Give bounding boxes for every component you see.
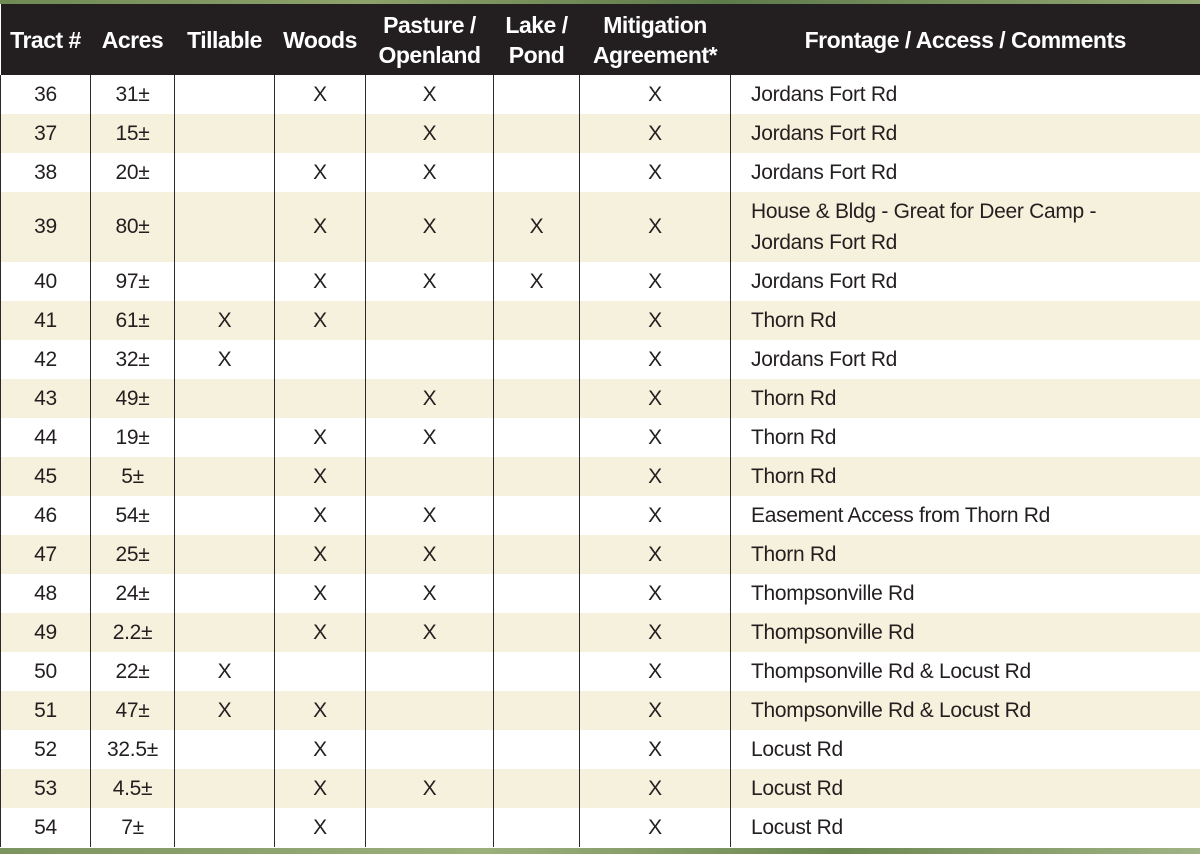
woods-cell: X: [275, 496, 366, 535]
header-tract: Tract #: [1, 4, 91, 75]
acres-cell: 49±: [91, 379, 175, 418]
header-woods: Woods: [275, 4, 366, 75]
table-body: [1, 75, 1200, 847]
tillable-cell: [175, 457, 275, 496]
lake-cell: [494, 496, 580, 535]
woods-cell: [275, 379, 366, 418]
comment-cell: [731, 691, 1200, 730]
comment-cell: [731, 769, 1200, 808]
comment-cell: [731, 574, 1200, 613]
tract-cell: 37: [1, 114, 91, 153]
comment-cell: [731, 114, 1200, 153]
comment-cell: [731, 340, 1200, 379]
pasture-cell: X: [366, 418, 494, 457]
comment-cell: [731, 535, 1200, 574]
mitigation-cell: X: [580, 574, 731, 613]
bottom-decorative-strip: [0, 848, 1200, 854]
tract-cell: 40: [1, 262, 91, 301]
tillable-cell: [175, 75, 275, 114]
comment-line: House & Bldg - Great for Deer Camp -: [751, 200, 1097, 223]
tillable-cell: X: [175, 652, 275, 691]
lake-cell: [494, 769, 580, 808]
lake-cell: [494, 114, 580, 153]
woods-cell: X: [275, 535, 366, 574]
comment-line: Easement Access from Thorn Rd: [751, 504, 1051, 527]
pasture-cell: X: [366, 496, 494, 535]
lake-cell: [494, 75, 580, 114]
comment-cell: [731, 730, 1200, 769]
woods-cell: [275, 114, 366, 153]
tillable-cell: X: [175, 340, 275, 379]
woods-cell: X: [275, 769, 366, 808]
comment-line: Jordans Fort Rd: [751, 83, 898, 106]
lake-cell: [494, 379, 580, 418]
woods-cell: X: [275, 574, 366, 613]
pasture-cell: X: [366, 153, 494, 192]
lake-cell: [494, 340, 580, 379]
tract-cell: 46: [1, 496, 91, 535]
header-tillable: Tillable: [175, 4, 275, 75]
comment-cell: [731, 418, 1200, 457]
tillable-cell: [175, 262, 275, 301]
pasture-cell: X: [366, 75, 494, 114]
tract-cell: 54: [1, 808, 91, 847]
tillable-cell: X: [175, 691, 275, 730]
comment-line: Jordans Fort Rd: [751, 122, 898, 145]
tillable-cell: [175, 379, 275, 418]
pasture-cell: X: [366, 535, 494, 574]
table-row: [1, 153, 1200, 192]
comment-cell: [731, 262, 1200, 301]
lake-cell: [494, 535, 580, 574]
comment-line: Jordans Fort Rd: [751, 348, 898, 371]
tillable-cell: [175, 535, 275, 574]
comment-cell: [731, 153, 1200, 192]
table-row: [1, 574, 1200, 613]
mitigation-cell: X: [580, 192, 731, 262]
table-row: [1, 652, 1200, 691]
pasture-cell: [366, 301, 494, 340]
mitigation-cell: X: [580, 652, 731, 691]
comment-line: Thorn Rd: [751, 543, 837, 566]
pasture-cell: X: [366, 192, 494, 262]
table-row: [1, 114, 1200, 153]
lake-cell: [494, 418, 580, 457]
mitigation-cell: X: [580, 691, 731, 730]
tract-table: [0, 4, 1200, 847]
comment-line: Jordans Fort Rd: [751, 161, 898, 184]
lake-cell: X: [494, 192, 580, 262]
tract-cell: 45: [1, 457, 91, 496]
tract-cell: 47: [1, 535, 91, 574]
acres-cell: 24±: [91, 574, 175, 613]
tract-cell: 42: [1, 340, 91, 379]
tract-cell: 41: [1, 301, 91, 340]
comment-line: Thompsonville Rd & Locust Rd: [751, 660, 1031, 683]
tillable-cell: [175, 418, 275, 457]
comment-cell: [731, 75, 1200, 114]
mitigation-cell: X: [580, 340, 731, 379]
header-acres: Acres: [91, 4, 175, 75]
mitigation-cell: X: [580, 613, 731, 652]
header-lake-pond: Lake / Pond: [494, 4, 580, 75]
lake-cell: [494, 301, 580, 340]
header-pasture-openland: Pasture / Openland: [366, 4, 494, 75]
pasture-cell: X: [366, 114, 494, 153]
tract-cell: 48: [1, 574, 91, 613]
lake-cell: [494, 613, 580, 652]
tract-cell: 36: [1, 75, 91, 114]
tract-cell: 39: [1, 192, 91, 262]
mitigation-cell: X: [580, 75, 731, 114]
acres-cell: 97±: [91, 262, 175, 301]
acres-cell: 20±: [91, 153, 175, 192]
mitigation-cell: X: [580, 457, 731, 496]
lake-cell: [494, 730, 580, 769]
comment-line: Thorn Rd: [751, 465, 837, 488]
mitigation-cell: X: [580, 535, 731, 574]
table-row: [1, 75, 1200, 114]
tract-cell: 53: [1, 769, 91, 808]
tillable-cell: [175, 574, 275, 613]
tillable-cell: [175, 808, 275, 847]
comment-line: Jordans Fort Rd: [751, 270, 898, 293]
table-row: [1, 418, 1200, 457]
tract-cell: 44: [1, 418, 91, 457]
pasture-cell: [366, 652, 494, 691]
woods-cell: X: [275, 613, 366, 652]
comment-line: Thorn Rd: [751, 426, 837, 449]
acres-cell: 19±: [91, 418, 175, 457]
tillable-cell: [175, 730, 275, 769]
tract-cell: 43: [1, 379, 91, 418]
comment-line: Thompsonville Rd: [751, 582, 915, 605]
comment-cell: [731, 301, 1200, 340]
tillable-cell: [175, 153, 275, 192]
comment-cell: [731, 192, 1200, 262]
comment-cell: [731, 457, 1200, 496]
tillable-cell: [175, 192, 275, 262]
lake-cell: [494, 574, 580, 613]
table-row: [1, 496, 1200, 535]
woods-cell: X: [275, 153, 366, 192]
header-frontage-access-comments: Frontage / Access / Comments: [731, 4, 1200, 75]
lake-cell: [494, 808, 580, 847]
comment-cell: [731, 652, 1200, 691]
mitigation-cell: X: [580, 301, 731, 340]
comment-line: Locust Rd: [751, 816, 843, 839]
pasture-cell: X: [366, 769, 494, 808]
woods-cell: X: [275, 418, 366, 457]
mitigation-cell: X: [580, 418, 731, 457]
lake-cell: [494, 153, 580, 192]
pasture-cell: [366, 691, 494, 730]
acres-cell: 80±: [91, 192, 175, 262]
mitigation-cell: X: [580, 808, 731, 847]
woods-cell: X: [275, 691, 366, 730]
acres-cell: 15±: [91, 114, 175, 153]
table-row: [1, 379, 1200, 418]
woods-cell: X: [275, 301, 366, 340]
acres-cell: 61±: [91, 301, 175, 340]
comment-line: Thorn Rd: [751, 309, 837, 332]
comment-line: Thompsonville Rd: [751, 621, 915, 644]
table-row: [1, 457, 1200, 496]
tillable-cell: [175, 496, 275, 535]
acres-cell: 31±: [91, 75, 175, 114]
comment-line: Thompsonville Rd & Locust Rd: [751, 699, 1031, 722]
tillable-cell: [175, 613, 275, 652]
pasture-cell: X: [366, 262, 494, 301]
table-row: [1, 340, 1200, 379]
woods-cell: [275, 340, 366, 379]
table-header-row: [1, 4, 1200, 75]
acres-cell: 5±: [91, 457, 175, 496]
lake-cell: [494, 652, 580, 691]
mitigation-cell: X: [580, 730, 731, 769]
lake-cell: [494, 691, 580, 730]
tract-cell: 49: [1, 613, 91, 652]
acres-cell: 25±: [91, 535, 175, 574]
comment-line: Thorn Rd: [751, 387, 837, 410]
acres-cell: 22±: [91, 652, 175, 691]
tillable-cell: [175, 114, 275, 153]
acres-cell: 54±: [91, 496, 175, 535]
mitigation-cell: X: [580, 379, 731, 418]
mitigation-cell: X: [580, 262, 731, 301]
pasture-cell: X: [366, 379, 494, 418]
pasture-cell: [366, 730, 494, 769]
table-row: [1, 808, 1200, 847]
table-row: [1, 691, 1200, 730]
woods-cell: X: [275, 808, 366, 847]
table-row: [1, 613, 1200, 652]
pasture-cell: [366, 340, 494, 379]
acres-cell: 32.5±: [91, 730, 175, 769]
comment-cell: [731, 808, 1200, 847]
lake-cell: X: [494, 262, 580, 301]
pasture-cell: [366, 808, 494, 847]
pasture-cell: X: [366, 613, 494, 652]
table-row: [1, 192, 1200, 262]
woods-cell: X: [275, 192, 366, 262]
comment-cell: [731, 379, 1200, 418]
woods-cell: [275, 652, 366, 691]
acres-cell: 47±: [91, 691, 175, 730]
acres-cell: 2.2±: [91, 613, 175, 652]
comment-line: Locust Rd: [751, 777, 843, 800]
woods-cell: X: [275, 730, 366, 769]
woods-cell: X: [275, 262, 366, 301]
woods-cell: X: [275, 75, 366, 114]
acres-cell: 7±: [91, 808, 175, 847]
mitigation-cell: X: [580, 114, 731, 153]
table-row: [1, 730, 1200, 769]
table-row: [1, 535, 1200, 574]
mitigation-cell: X: [580, 153, 731, 192]
pasture-cell: [366, 457, 494, 496]
header-mitigation-agreement: Mitigation Agreement*: [580, 4, 731, 75]
comment-line: Locust Rd: [751, 738, 843, 761]
tillable-cell: X: [175, 301, 275, 340]
woods-cell: X: [275, 457, 366, 496]
table-row: [1, 769, 1200, 808]
tract-cell: 51: [1, 691, 91, 730]
tillable-cell: [175, 769, 275, 808]
pasture-cell: X: [366, 574, 494, 613]
comment-cell: [731, 613, 1200, 652]
acres-cell: 4.5±: [91, 769, 175, 808]
tract-cell: 52: [1, 730, 91, 769]
comment-line: Jordans Fort Rd: [751, 231, 898, 254]
mitigation-cell: X: [580, 769, 731, 808]
mitigation-cell: X: [580, 496, 731, 535]
table-row: [1, 301, 1200, 340]
lake-cell: [494, 457, 580, 496]
table-row: [1, 262, 1200, 301]
acres-cell: 32±: [91, 340, 175, 379]
tract-cell: 50: [1, 652, 91, 691]
tract-cell: 38: [1, 153, 91, 192]
comment-cell: [731, 496, 1200, 535]
